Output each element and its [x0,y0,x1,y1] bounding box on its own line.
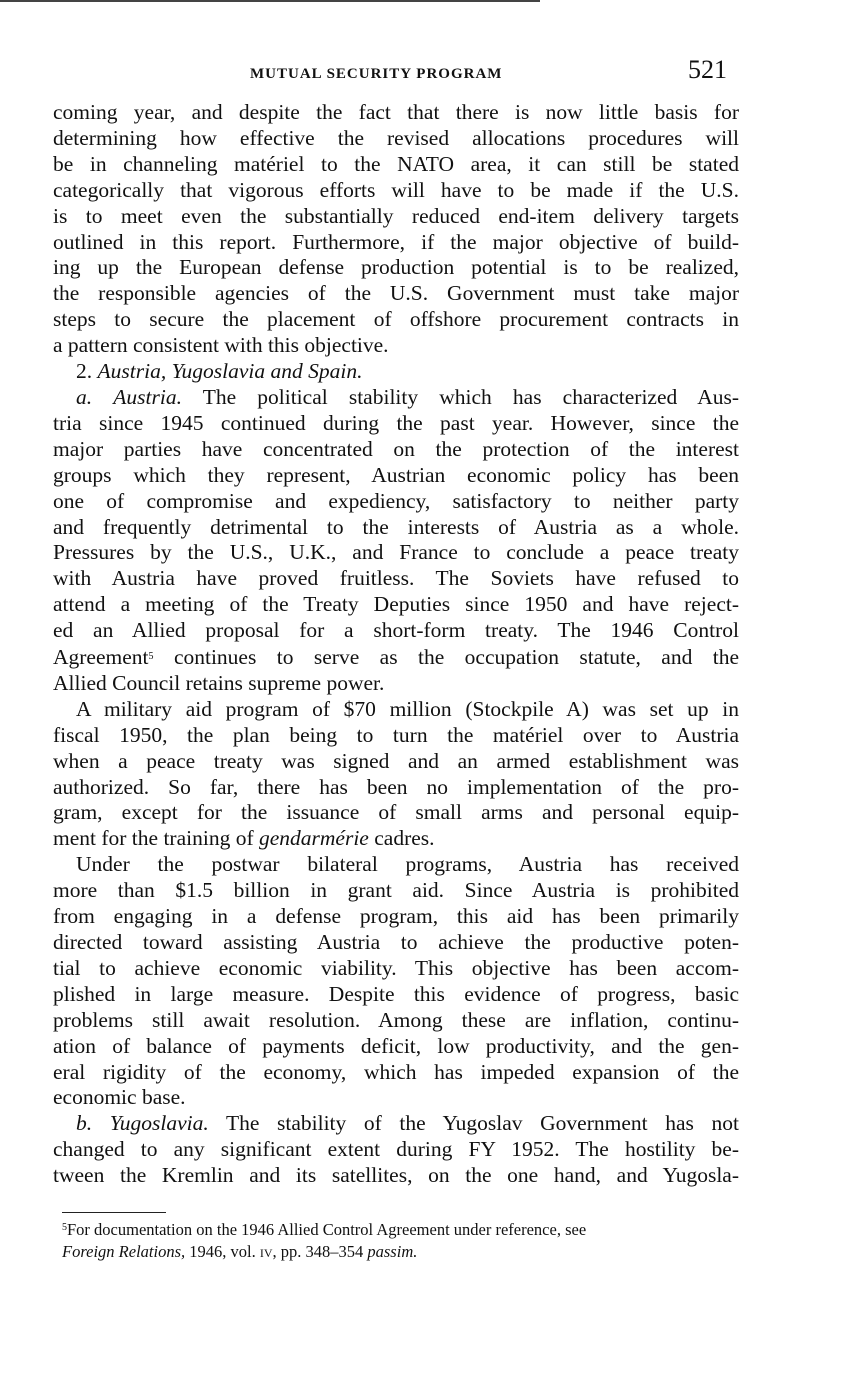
text-line: attend a meeting of the Treaty Deputies since 1950 and have reject- [53,592,739,617]
footnote [62,1217,742,1263]
text-line: Pressures by the U.S., U.K., and France to conclude a peace treaty [53,540,739,565]
text-fragment: cadres. [374,826,435,851]
text-line: problems still await resolution. Among these are inflation, continu- [53,1007,739,1032]
paragraph-austria [53,385,739,697]
top-edge-rule [0,0,540,2]
text-line: The stability of the Yugoslav Government has not [225,1111,739,1136]
footnote-text: For documentation on the 1946 Allied Control Agreement under reference, see [67,1220,587,1239]
text-line: and frequently detrimental to the interests of Austria as a whole. [53,514,739,539]
section-heading [53,359,739,385]
text-line: major parties have concentrated on the protection of the interest [53,436,739,461]
text-line: coming year, and despite the fact that there is now little basis for [53,100,739,124]
subsection-title: Yugoslavia. [109,1111,209,1136]
text-line: a pattern consistent with this objective. [53,333,389,358]
footnote-marker: 5 [62,1222,67,1233]
text-line: The political stability which has characterized Aus- [202,384,739,409]
text-line: ation of balance of payments deficit, low productivity, and the gen- [53,1033,739,1058]
footnote-divider [62,1212,166,1213]
heading-number: 2. [76,359,93,384]
text-line: be in channeling matériel to the NATO area, it can still be stated [53,151,739,176]
text-line: determining how effective the revised allocations procedures will [53,125,739,150]
text-line: outlined in this report. Furthermore, if the major objective of build- [53,229,739,254]
text-line: from engaging in a defense program, this aid has been primarily [53,904,739,929]
footnote-passim: passim. [367,1242,418,1261]
text-line: ed an Allied proposal for a short-form treaty. The 1946 Control [53,618,739,643]
paragraph-military-aid [53,697,739,852]
text-line: tween the Kremlin and its satellites, on the one hand, and Yugosla- [53,1163,739,1188]
text-line: economic base. [53,1085,186,1110]
text-line: groups which they represent, Austrian economic policy has been [53,462,739,487]
body-text [53,100,739,1189]
footnote-volume: iv [259,1242,273,1261]
text-line: the responsible agencies of the U.S. Government must take major [53,281,739,306]
paragraph-grant-aid [53,852,739,1111]
text-line: plished in large measure. Despite this evidence of progress, basic [53,981,739,1006]
text-line: A military aid program of $70 million (Stockpile A) was set up in [76,696,739,721]
text-line: directed toward assisting Austria to achieve the productive poten- [53,930,739,954]
text-fragment: ment for the training of [53,826,254,851]
text-line: eral rigidity of the economy, which has impeded expansion of the [53,1059,739,1084]
running-head: MUTUAL SECURITY PROGRAM [250,66,503,82]
footnote-text: , pp. 348–354 [272,1242,364,1261]
italic-term: gendarmérie [258,826,369,851]
subsection-label: b. [76,1111,93,1136]
subsection-label: a. [76,384,93,409]
text-line: tial to achieve economic viability. This objective has been accom- [53,955,739,980]
text-line: Allied Council retains supreme power. [53,670,385,695]
text-line: changed to any significant extent during FY 1952. The hostility be- [53,1137,739,1162]
text-line: one of compromise and expediency, satisfactory to neither party [53,488,739,513]
text-line: more than $1.5 billion in grant aid. Since Austria is prohibited [53,878,739,903]
text-line: when a peace treaty was signed and an armed establishment was [53,748,739,773]
text-line: categorically that vigorous efforts will have to be made if the U.S. [53,177,739,202]
text-line: Under the postwar bilateral programs, Austria has received [76,852,739,877]
footnote-reference[interactable]: 5 [148,651,154,663]
text-fragment: continues to serve as the occupation statute, and the [173,645,740,670]
page-number: 521 [688,55,727,84]
footnote-text: 1946, vol. [189,1242,256,1261]
footnote-source-title: Foreign Relations, [62,1242,186,1261]
text-line: is to meet even the substantially reduced end-item delivery targets [53,203,739,228]
subsection-title: Austria. [113,384,182,409]
text-line: tria since 1945 continued during the past year. However, since the [53,410,739,435]
paragraph-continuation [53,100,739,359]
text-line: steps to secure the placement of offshore procurement contracts in [53,307,739,332]
text-line: gram, except for the issuance of small arms and personal equip- [53,800,739,825]
text-line: fiscal 1950, the plan being to turn the matériel over to Austria [53,722,739,747]
text-line: authorized. So far, there has been no implementation of the pro- [53,774,739,799]
paragraph-yugoslavia [53,1111,739,1189]
text-fragment: Agreement [53,645,149,670]
text-line: with Austria have proved fruitless. The Soviets have refused to [53,566,739,591]
heading-title: Austria, Yugoslavia and Spain. [97,359,363,384]
text-line: ing up the European defense production potential is to be realized, [53,255,739,280]
